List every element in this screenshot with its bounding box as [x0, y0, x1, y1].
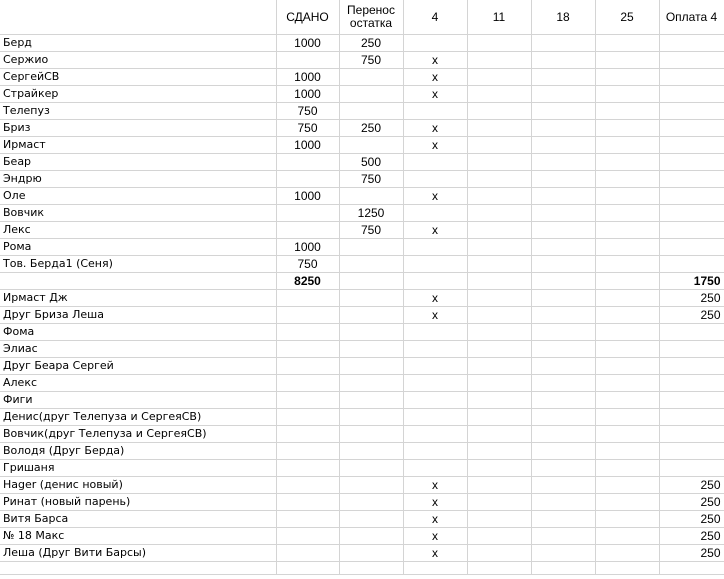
day-4-cell[interactable]: x	[403, 222, 467, 239]
table-row	[0, 494, 724, 511]
day-18-cell[interactable]	[531, 545, 595, 562]
day-18-cell[interactable]	[531, 103, 595, 120]
day-18-cell[interactable]	[531, 358, 595, 375]
day-11-cell[interactable]	[467, 324, 531, 341]
day-11-cell[interactable]	[467, 52, 531, 69]
day-18-cell[interactable]	[531, 426, 595, 443]
day-18-cell[interactable]	[531, 392, 595, 409]
day-11-cell[interactable]	[467, 69, 531, 86]
oplata-cell[interactable]	[659, 562, 724, 575]
day-25-cell[interactable]	[595, 103, 659, 120]
sdano-cell[interactable]	[276, 358, 339, 375]
sdano-cell[interactable]	[276, 307, 339, 324]
table-row	[0, 188, 724, 205]
day-25-cell[interactable]	[595, 460, 659, 477]
table-row	[0, 528, 724, 545]
name-cell[interactable]: Берд	[0, 35, 276, 52]
day-25-cell[interactable]	[595, 290, 659, 307]
table-row	[0, 256, 724, 273]
perenos-cell[interactable]	[339, 358, 403, 375]
sdano-cell[interactable]	[276, 426, 339, 443]
name-cell[interactable]: Страйкер	[0, 86, 276, 103]
sdano-cell[interactable]	[276, 528, 339, 545]
oplata-cell[interactable]	[659, 205, 724, 222]
day-4-cell[interactable]: x	[403, 528, 467, 545]
day-25-cell[interactable]	[595, 341, 659, 358]
day-25-cell[interactable]	[595, 324, 659, 341]
day-11-cell[interactable]	[467, 205, 531, 222]
name-cell[interactable]: № 18 Макс	[0, 528, 276, 545]
day-25-cell[interactable]	[595, 443, 659, 460]
table-row	[0, 358, 724, 375]
oplata-cell[interactable]	[659, 341, 724, 358]
oplata-cell[interactable]	[659, 324, 724, 341]
sdano-cell[interactable]: 750	[276, 103, 339, 120]
oplata-cell[interactable]	[659, 188, 724, 205]
day-11-cell[interactable]	[467, 222, 531, 239]
header-row	[0, 0, 724, 35]
table-row	[0, 205, 724, 222]
table-row	[0, 239, 724, 256]
perenos-cell[interactable]	[339, 426, 403, 443]
sdano-cell[interactable]	[276, 562, 339, 575]
sdano-cell[interactable]	[276, 341, 339, 358]
perenos-cell[interactable]	[339, 86, 403, 103]
day-4-cell[interactable]	[403, 205, 467, 222]
day-18-cell[interactable]	[531, 52, 595, 69]
perenos-cell[interactable]	[339, 545, 403, 562]
day-25-cell[interactable]	[595, 494, 659, 511]
perenos-cell[interactable]	[339, 494, 403, 511]
perenos-cell[interactable]	[339, 307, 403, 324]
table-row	[0, 341, 724, 358]
day-18-cell[interactable]	[531, 188, 595, 205]
day-11-cell[interactable]	[467, 409, 531, 426]
perenos-cell[interactable]	[339, 239, 403, 256]
day-4-cell[interactable]: x	[403, 69, 467, 86]
oplata-cell[interactable]	[659, 222, 724, 239]
day-25-cell[interactable]	[595, 545, 659, 562]
sdano-cell[interactable]	[276, 375, 339, 392]
day-18-cell[interactable]	[531, 171, 595, 188]
sdano-cell[interactable]: 1000	[276, 35, 339, 52]
day-25-cell[interactable]	[595, 171, 659, 188]
day-4-cell[interactable]	[403, 392, 467, 409]
oplata-cell[interactable]	[659, 426, 724, 443]
perenos-cell[interactable]: 250	[339, 35, 403, 52]
day-25-cell[interactable]	[595, 511, 659, 528]
day-4-cell[interactable]: x	[403, 86, 467, 103]
name-cell[interactable]: Сержио	[0, 52, 276, 69]
sdano-cell[interactable]	[276, 171, 339, 188]
day-11-cell[interactable]	[467, 154, 531, 171]
day-11-cell[interactable]	[467, 188, 531, 205]
day-4-cell[interactable]: x	[403, 188, 467, 205]
day-25-cell[interactable]	[595, 375, 659, 392]
name-cell[interactable]: Ринат (новый парень)	[0, 494, 276, 511]
day-4-cell[interactable]: x	[403, 511, 467, 528]
name-cell[interactable]: Алекс	[0, 375, 276, 392]
day-11-cell[interactable]	[467, 375, 531, 392]
oplata-cell[interactable]	[659, 103, 724, 120]
sdano-cell[interactable]: 1000	[276, 86, 339, 103]
day-25-cell[interactable]	[595, 307, 659, 324]
name-cell[interactable]: Друг Беара Сергей	[0, 358, 276, 375]
day-4-cell[interactable]	[403, 324, 467, 341]
oplata-cell[interactable]	[659, 120, 724, 137]
day-25-cell[interactable]	[595, 239, 659, 256]
day-18-cell[interactable]	[531, 222, 595, 239]
sdano-cell[interactable]	[276, 290, 339, 307]
day-4-cell[interactable]: x	[403, 137, 467, 154]
perenos-cell[interactable]	[339, 324, 403, 341]
table-row	[0, 154, 724, 171]
name-cell[interactable]: Ирмаст Дж	[0, 290, 276, 307]
day-11-cell[interactable]	[467, 443, 531, 460]
name-cell[interactable]: Леша (Друг Вити Барсы)	[0, 545, 276, 562]
oplata-cell[interactable]	[659, 375, 724, 392]
day-25-cell[interactable]	[595, 188, 659, 205]
totals-row	[0, 273, 724, 290]
oplata-cell[interactable]	[659, 409, 724, 426]
day-18-cell[interactable]	[531, 239, 595, 256]
header-day-4[interactable]: 4	[403, 0, 467, 35]
day-25-cell[interactable]	[595, 256, 659, 273]
table-row	[0, 562, 724, 575]
perenos-cell[interactable]	[339, 69, 403, 86]
name-cell[interactable]: Лекс	[0, 222, 276, 239]
table-row	[0, 35, 724, 52]
name-cell[interactable]: Денис(друг Телепуза и СергеяСВ)	[0, 409, 276, 426]
day-18-cell[interactable]	[531, 443, 595, 460]
table-row	[0, 69, 724, 86]
day-25-cell[interactable]	[595, 477, 659, 494]
day-25-cell[interactable]	[595, 528, 659, 545]
oplata-cell[interactable]	[659, 35, 724, 52]
name-cell[interactable]: Телепуз	[0, 103, 276, 120]
name-cell[interactable]: СергейСВ	[0, 69, 276, 86]
sdano-cell[interactable]	[276, 205, 339, 222]
day-18-cell[interactable]	[531, 307, 595, 324]
day-25-cell[interactable]	[595, 154, 659, 171]
name-cell[interactable]: Рома	[0, 239, 276, 256]
sdano-cell[interactable]: 1000	[276, 69, 339, 86]
day-11-cell[interactable]	[467, 460, 531, 477]
oplata-cell[interactable]	[659, 69, 724, 86]
sdano-cell[interactable]	[276, 494, 339, 511]
day-25-cell[interactable]	[595, 273, 659, 290]
perenos-cell[interactable]: 750	[339, 171, 403, 188]
day-11-cell[interactable]	[467, 341, 531, 358]
day-18-cell[interactable]	[531, 562, 595, 575]
sdano-cell[interactable]	[276, 545, 339, 562]
day-11-cell[interactable]	[467, 477, 531, 494]
oplata-cell[interactable]: 250	[659, 307, 724, 324]
name-cell[interactable]: Hager (денис новый)	[0, 477, 276, 494]
sdano-cell[interactable]	[276, 222, 339, 239]
day-18-cell[interactable]	[531, 341, 595, 358]
table-row	[0, 290, 724, 307]
perenos-cell[interactable]	[339, 477, 403, 494]
name-cell[interactable]: Володя (Друг Берда)	[0, 443, 276, 460]
day-4-cell[interactable]	[403, 358, 467, 375]
day-18-cell[interactable]	[531, 120, 595, 137]
day-11-cell[interactable]	[467, 171, 531, 188]
oplata-cell[interactable]	[659, 443, 724, 460]
day-18-cell[interactable]	[531, 460, 595, 477]
day-25-cell[interactable]	[595, 426, 659, 443]
table-row	[0, 392, 724, 409]
perenos-cell[interactable]	[339, 562, 403, 575]
perenos-cell[interactable]: 250	[339, 120, 403, 137]
name-cell[interactable]: Элиас	[0, 341, 276, 358]
perenos-cell[interactable]	[339, 341, 403, 358]
sdano-cell[interactable]: 8250	[276, 273, 339, 290]
day-25-cell[interactable]	[595, 86, 659, 103]
day-18-cell[interactable]	[531, 137, 595, 154]
sdano-cell[interactable]	[276, 392, 339, 409]
day-25-cell[interactable]	[595, 35, 659, 52]
name-cell[interactable]: Гришаня	[0, 460, 276, 477]
day-4-cell[interactable]	[403, 256, 467, 273]
name-cell[interactable]: Вовчик(друг Телепуза и СергеяСВ)	[0, 426, 276, 443]
perenos-cell[interactable]	[339, 137, 403, 154]
table-row	[0, 171, 724, 188]
day-18-cell[interactable]	[531, 375, 595, 392]
perenos-cell[interactable]	[339, 290, 403, 307]
day-4-cell[interactable]: x	[403, 477, 467, 494]
header-day-25[interactable]: 25	[595, 0, 659, 35]
day-25-cell[interactable]	[595, 222, 659, 239]
day-11-cell[interactable]	[467, 494, 531, 511]
name-cell[interactable]: Оле	[0, 188, 276, 205]
day-11-cell[interactable]	[467, 562, 531, 575]
day-11-cell[interactable]	[467, 239, 531, 256]
day-11-cell[interactable]	[467, 256, 531, 273]
day-11-cell[interactable]	[467, 528, 531, 545]
table-row	[0, 307, 724, 324]
perenos-cell[interactable]: 1250	[339, 205, 403, 222]
sdano-cell[interactable]	[276, 154, 339, 171]
perenos-cell[interactable]	[339, 256, 403, 273]
day-25-cell[interactable]	[595, 205, 659, 222]
day-11-cell[interactable]	[467, 545, 531, 562]
day-4-cell[interactable]	[403, 35, 467, 52]
perenos-cell[interactable]	[339, 443, 403, 460]
perenos-cell[interactable]	[339, 511, 403, 528]
day-11-cell[interactable]	[467, 137, 531, 154]
day-4-cell[interactable]: x	[403, 494, 467, 511]
name-cell[interactable]: Ирмаст	[0, 137, 276, 154]
day-4-cell[interactable]	[403, 239, 467, 256]
day-18-cell[interactable]	[531, 35, 595, 52]
table-row	[0, 443, 724, 460]
day-11-cell[interactable]	[467, 103, 531, 120]
oplata-cell[interactable]	[659, 256, 724, 273]
day-4-cell[interactable]	[403, 426, 467, 443]
sdano-cell[interactable]: 750	[276, 256, 339, 273]
day-18-cell[interactable]	[531, 290, 595, 307]
table-row	[0, 120, 724, 137]
oplata-cell[interactable]	[659, 460, 724, 477]
day-11-cell[interactable]	[467, 290, 531, 307]
day-4-cell[interactable]: x	[403, 307, 467, 324]
day-11-cell[interactable]	[467, 35, 531, 52]
day-4-cell[interactable]: x	[403, 290, 467, 307]
table-row	[0, 477, 724, 494]
perenos-cell[interactable]: 750	[339, 52, 403, 69]
day-18-cell[interactable]	[531, 256, 595, 273]
oplata-cell[interactable]: 250	[659, 290, 724, 307]
perenos-cell[interactable]: 750	[339, 222, 403, 239]
day-4-cell[interactable]	[403, 409, 467, 426]
table-row	[0, 375, 724, 392]
day-11-cell[interactable]	[467, 392, 531, 409]
table-row	[0, 460, 724, 477]
day-18-cell[interactable]	[531, 324, 595, 341]
name-cell[interactable]: Беар	[0, 154, 276, 171]
day-25-cell[interactable]	[595, 562, 659, 575]
table-row	[0, 137, 724, 154]
oplata-cell[interactable]	[659, 171, 724, 188]
name-cell[interactable]: Эндрю	[0, 171, 276, 188]
day-18-cell[interactable]	[531, 528, 595, 545]
day-11-cell[interactable]	[467, 511, 531, 528]
day-18-cell[interactable]	[531, 494, 595, 511]
name-cell[interactable]: Фома	[0, 324, 276, 341]
day-4-cell[interactable]	[403, 154, 467, 171]
sdano-cell[interactable]: 1000	[276, 137, 339, 154]
day-4-cell[interactable]	[403, 443, 467, 460]
oplata-cell[interactable]: 1750	[659, 273, 724, 290]
day-25-cell[interactable]	[595, 409, 659, 426]
table-row	[0, 511, 724, 528]
day-25-cell[interactable]	[595, 52, 659, 69]
sdano-cell[interactable]: 1000	[276, 188, 339, 205]
day-25-cell[interactable]	[595, 69, 659, 86]
day-25-cell[interactable]	[595, 137, 659, 154]
sdano-cell[interactable]	[276, 443, 339, 460]
day-18-cell[interactable]	[531, 86, 595, 103]
perenos-cell[interactable]	[339, 392, 403, 409]
sdano-cell[interactable]	[276, 460, 339, 477]
day-4-cell[interactable]: x	[403, 120, 467, 137]
day-4-cell[interactable]	[403, 341, 467, 358]
oplata-cell[interactable]	[659, 86, 724, 103]
name-cell[interactable]: Друг Бриза Леша	[0, 307, 276, 324]
name-cell[interactable]: Витя Барса	[0, 511, 276, 528]
name-cell[interactable]	[0, 562, 276, 575]
day-25-cell[interactable]	[595, 358, 659, 375]
sdano-cell[interactable]	[276, 324, 339, 341]
day-4-cell[interactable]	[403, 375, 467, 392]
table-row	[0, 52, 724, 69]
sdano-cell[interactable]	[276, 52, 339, 69]
name-cell[interactable]: Бриз	[0, 120, 276, 137]
perenos-cell[interactable]	[339, 409, 403, 426]
day-4-cell[interactable]: x	[403, 545, 467, 562]
sdano-cell[interactable]	[276, 477, 339, 494]
perenos-cell[interactable]	[339, 273, 403, 290]
header-name-cell[interactable]	[0, 0, 276, 35]
day-25-cell[interactable]	[595, 120, 659, 137]
sdano-cell[interactable]: 1000	[276, 239, 339, 256]
header-perenos[interactable]: Перенос остатка	[339, 0, 403, 35]
day-25-cell[interactable]	[595, 392, 659, 409]
oplata-cell[interactable]	[659, 392, 724, 409]
name-cell[interactable]: Тов. Берда1 (Сеня)	[0, 256, 276, 273]
day-11-cell[interactable]	[467, 120, 531, 137]
day-11-cell[interactable]	[467, 426, 531, 443]
header-day-18[interactable]: 18	[531, 0, 595, 35]
perenos-cell[interactable]	[339, 460, 403, 477]
oplata-cell[interactable]: 250	[659, 511, 724, 528]
day-4-cell[interactable]	[403, 562, 467, 575]
sdano-cell[interactable]	[276, 511, 339, 528]
table-row	[0, 222, 724, 239]
header-oplata-4[interactable]: Оплата 4	[659, 0, 724, 35]
table-row	[0, 409, 724, 426]
day-18-cell[interactable]	[531, 511, 595, 528]
day-11-cell[interactable]	[467, 307, 531, 324]
oplata-cell[interactable]	[659, 137, 724, 154]
perenos-cell[interactable]	[339, 188, 403, 205]
perenos-cell[interactable]	[339, 103, 403, 120]
day-18-cell[interactable]	[531, 69, 595, 86]
day-11-cell[interactable]	[467, 273, 531, 290]
perenos-cell[interactable]	[339, 375, 403, 392]
oplata-cell[interactable]	[659, 358, 724, 375]
day-4-cell[interactable]	[403, 171, 467, 188]
day-11-cell[interactable]	[467, 86, 531, 103]
day-18-cell[interactable]	[531, 409, 595, 426]
perenos-cell[interactable]: 500	[339, 154, 403, 171]
table-row	[0, 545, 724, 562]
oplata-cell[interactable]: 250	[659, 477, 724, 494]
header-sdano[interactable]: СДАНО	[276, 0, 339, 35]
day-18-cell[interactable]	[531, 205, 595, 222]
table-row	[0, 103, 724, 120]
table-row	[0, 324, 724, 341]
oplata-cell[interactable]: 250	[659, 494, 724, 511]
day-4-cell[interactable]	[403, 103, 467, 120]
oplata-cell[interactable]	[659, 154, 724, 171]
table-row	[0, 426, 724, 443]
oplata-cell[interactable]: 250	[659, 528, 724, 545]
day-18-cell[interactable]	[531, 477, 595, 494]
name-cell[interactable]: Фиги	[0, 392, 276, 409]
day-11-cell[interactable]	[467, 358, 531, 375]
oplata-cell[interactable]	[659, 52, 724, 69]
name-cell[interactable]: Вовчик	[0, 205, 276, 222]
sdano-cell[interactable]	[276, 409, 339, 426]
day-4-cell[interactable]	[403, 273, 467, 290]
day-18-cell[interactable]	[531, 273, 595, 290]
oplata-cell[interactable]	[659, 239, 724, 256]
day-4-cell[interactable]	[403, 460, 467, 477]
sdano-cell[interactable]: 750	[276, 120, 339, 137]
header-day-11[interactable]: 11	[467, 0, 531, 35]
day-18-cell[interactable]	[531, 154, 595, 171]
oplata-cell[interactable]: 250	[659, 545, 724, 562]
perenos-cell[interactable]	[339, 528, 403, 545]
day-4-cell[interactable]: x	[403, 52, 467, 69]
table-row	[0, 86, 724, 103]
name-cell[interactable]	[0, 273, 276, 290]
